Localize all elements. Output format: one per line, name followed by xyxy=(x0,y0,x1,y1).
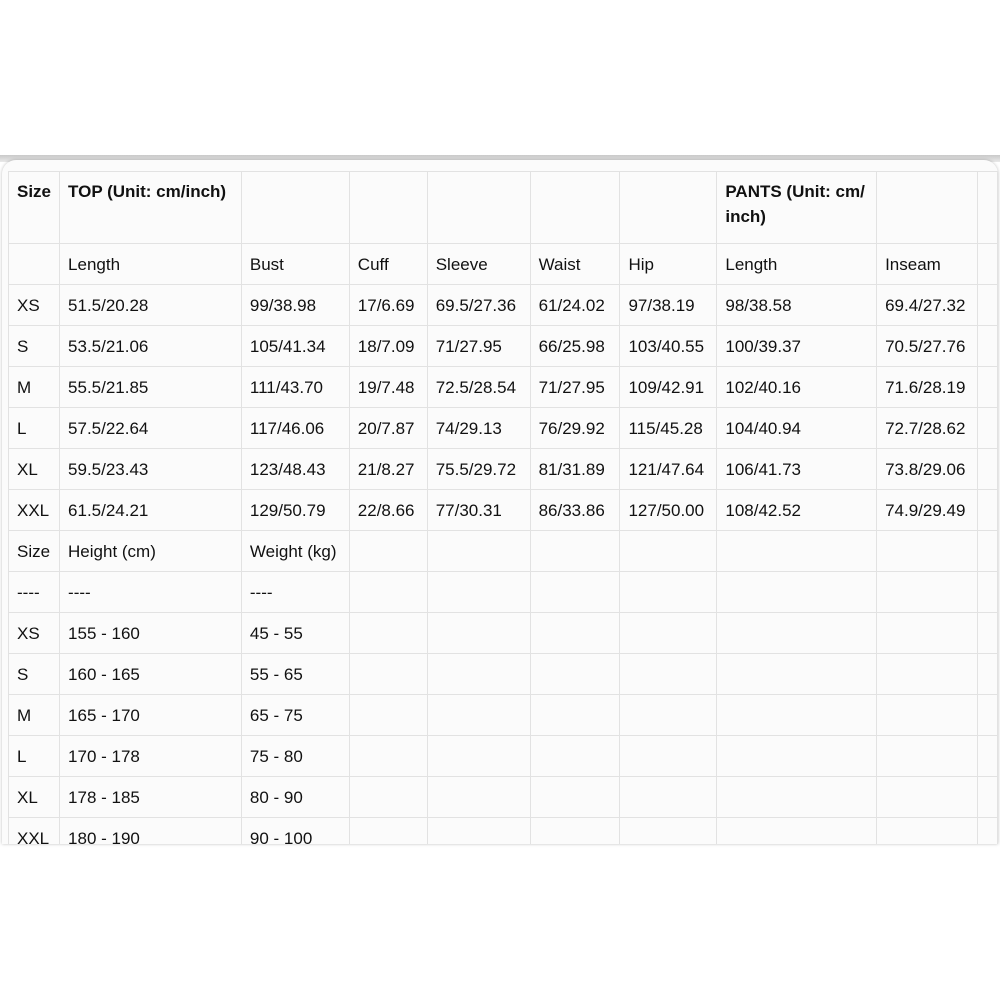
table-cell: 55.5/21.85 xyxy=(60,367,242,408)
size-cell: XL xyxy=(9,449,60,490)
empty-cell xyxy=(877,818,978,845)
table-cell: 57.5/22.64 xyxy=(60,408,242,449)
size-cell: L xyxy=(9,408,60,449)
fit-row xyxy=(9,613,998,654)
empty-cell xyxy=(620,777,717,818)
table-cell: 160 - 165 xyxy=(60,654,242,695)
fit-row xyxy=(9,695,998,736)
table-cell: 61/24.02 xyxy=(530,285,620,326)
empty-cell xyxy=(977,736,997,777)
table-cell xyxy=(427,172,530,244)
empty-cell xyxy=(877,736,978,777)
empty-cell xyxy=(977,654,997,695)
column-label: Inseam xyxy=(877,244,978,285)
size-cell: S xyxy=(9,654,60,695)
table-cell: 170 - 178 xyxy=(60,736,242,777)
table-cell: 155 - 160 xyxy=(60,613,242,654)
empty-cell xyxy=(620,818,717,845)
empty-cell xyxy=(530,736,620,777)
table-cell: ---- xyxy=(241,572,349,613)
empty-cell xyxy=(877,777,978,818)
column-label: Cuff xyxy=(349,244,427,285)
table-cell: ---- xyxy=(60,572,242,613)
size-chart-body xyxy=(9,172,998,845)
empty-cell xyxy=(977,613,997,654)
empty-cell xyxy=(349,818,427,845)
empty-cell xyxy=(717,695,877,736)
table-cell: 59.5/23.43 xyxy=(60,449,242,490)
empty-cell xyxy=(427,531,530,572)
table-cell: 73.8/29.06 xyxy=(877,449,978,490)
column-label: Waist xyxy=(530,244,620,285)
empty-cell xyxy=(620,736,717,777)
table-cell: 123/48.43 xyxy=(241,449,349,490)
table-cell: 80 - 90 xyxy=(241,777,349,818)
empty-cell xyxy=(427,777,530,818)
size-cell: XL xyxy=(9,777,60,818)
empty-cell xyxy=(530,654,620,695)
empty-cell xyxy=(877,654,978,695)
table-cell: 165 - 170 xyxy=(60,695,242,736)
size-cell: L xyxy=(9,736,60,777)
column-label: Sleeve xyxy=(427,244,530,285)
table-cell xyxy=(241,172,349,244)
empty-cell xyxy=(530,531,620,572)
empty-cell xyxy=(877,695,978,736)
table-cell: 103/40.55 xyxy=(620,326,717,367)
fit-separator-row xyxy=(9,572,998,613)
table-cell: 70.5/27.76 xyxy=(877,326,978,367)
table-cell: 72.7/28.62 xyxy=(877,408,978,449)
table-cell: 127/50.00 xyxy=(620,490,717,531)
fit-row xyxy=(9,777,998,818)
empty-cell xyxy=(977,367,997,408)
size-measure-row xyxy=(9,449,998,490)
empty-cell xyxy=(977,449,997,490)
empty-cell xyxy=(349,736,427,777)
table-cell: 97/38.19 xyxy=(620,285,717,326)
empty-cell xyxy=(530,818,620,845)
empty-cell xyxy=(877,531,978,572)
size-chart-table xyxy=(8,171,998,844)
size-cell: XS xyxy=(9,613,60,654)
empty-cell xyxy=(349,654,427,695)
empty-cell xyxy=(620,613,717,654)
empty-cell xyxy=(530,613,620,654)
table-cell: 86/33.86 xyxy=(530,490,620,531)
table-cell: 74/29.13 xyxy=(427,408,530,449)
table-cell: 74.9/29.49 xyxy=(877,490,978,531)
table-cell: Weight (kg) xyxy=(241,531,349,572)
empty-cell xyxy=(349,613,427,654)
size-cell: S xyxy=(9,326,60,367)
table-cell: 71.6/28.19 xyxy=(877,367,978,408)
table-cell: 61.5/24.21 xyxy=(60,490,242,531)
size-cell: XS xyxy=(9,285,60,326)
empty-cell xyxy=(620,654,717,695)
empty-cell xyxy=(977,572,997,613)
size-cell: XXL xyxy=(9,490,60,531)
top-section-header: TOP (Unit: cm/inch) xyxy=(60,172,242,244)
table-cell: 55 - 65 xyxy=(241,654,349,695)
empty-cell xyxy=(620,531,717,572)
table-cell: 18/7.09 xyxy=(349,326,427,367)
size-measure-row xyxy=(9,408,998,449)
empty-cell xyxy=(620,572,717,613)
pants-section-header: PANTS (Unit: cm/ inch) xyxy=(717,172,877,244)
empty-cell xyxy=(877,572,978,613)
table-cell: 75 - 80 xyxy=(241,736,349,777)
empty-cell xyxy=(877,613,978,654)
table-cell: 108/42.52 xyxy=(717,490,877,531)
size-measure-row xyxy=(9,367,998,408)
table-cell: 51.5/20.28 xyxy=(60,285,242,326)
column-label: Hip xyxy=(620,244,717,285)
size-cell: ---- xyxy=(9,572,60,613)
size-cell: M xyxy=(9,695,60,736)
fit-header-row xyxy=(9,531,998,572)
table-cell: 53.5/21.06 xyxy=(60,326,242,367)
table-cell: 71/27.95 xyxy=(427,326,530,367)
table-cell: Height (cm) xyxy=(60,531,242,572)
empty-cell xyxy=(977,818,997,845)
size-measure-row xyxy=(9,490,998,531)
table-cell: 81/31.89 xyxy=(530,449,620,490)
size-cell: M xyxy=(9,367,60,408)
empty-cell xyxy=(427,695,530,736)
empty-cell xyxy=(977,408,997,449)
size-cell: Size xyxy=(9,531,60,572)
table-cell: 121/47.64 xyxy=(620,449,717,490)
table-cell: 104/40.94 xyxy=(717,408,877,449)
table-cell: 19/7.48 xyxy=(349,367,427,408)
table-cell xyxy=(349,172,427,244)
empty-cell xyxy=(427,736,530,777)
table-cell xyxy=(9,244,60,285)
empty-cell xyxy=(427,654,530,695)
empty-cell xyxy=(427,818,530,845)
table-cell: 21/8.27 xyxy=(349,449,427,490)
empty-cell xyxy=(977,285,997,326)
fit-row xyxy=(9,818,998,845)
table-cell xyxy=(977,172,997,244)
table-cell: 111/43.70 xyxy=(241,367,349,408)
table-cell: 129/50.79 xyxy=(241,490,349,531)
table-cell: 17/6.69 xyxy=(349,285,427,326)
empty-cell xyxy=(717,818,877,845)
table-cell: 99/38.98 xyxy=(241,285,349,326)
table-cell: 100/39.37 xyxy=(717,326,877,367)
table-cell: 66/25.98 xyxy=(530,326,620,367)
table-cell: 72.5/28.54 xyxy=(427,367,530,408)
table-cell: 71/27.95 xyxy=(530,367,620,408)
empty-cell xyxy=(530,572,620,613)
size-header: Size xyxy=(9,172,60,244)
table-cell: 65 - 75 xyxy=(241,695,349,736)
table-cell: 75.5/29.72 xyxy=(427,449,530,490)
table-cell: 77/30.31 xyxy=(427,490,530,531)
table-cell: 109/42.91 xyxy=(620,367,717,408)
empty-cell xyxy=(530,777,620,818)
empty-cell xyxy=(977,695,997,736)
table-cell xyxy=(877,172,978,244)
empty-cell xyxy=(349,695,427,736)
table-cell xyxy=(530,172,620,244)
empty-cell xyxy=(717,654,877,695)
table-cell: 178 - 185 xyxy=(60,777,242,818)
empty-cell xyxy=(349,777,427,818)
table-cell: 69.5/27.36 xyxy=(427,285,530,326)
table-cell: 45 - 55 xyxy=(241,613,349,654)
table-cell: 106/41.73 xyxy=(717,449,877,490)
table-cell: 20/7.87 xyxy=(349,408,427,449)
empty-cell xyxy=(427,572,530,613)
table-header-row xyxy=(9,172,998,244)
empty-cell xyxy=(977,777,997,818)
empty-cell xyxy=(620,695,717,736)
column-label: Bust xyxy=(241,244,349,285)
empty-cell xyxy=(530,695,620,736)
empty-cell xyxy=(717,572,877,613)
table-cell xyxy=(977,244,997,285)
column-label-row xyxy=(9,244,998,285)
empty-cell xyxy=(977,490,997,531)
table-cell: 117/46.06 xyxy=(241,408,349,449)
size-measure-row xyxy=(9,326,998,367)
fit-row xyxy=(9,654,998,695)
size-chart-card xyxy=(2,160,998,844)
table-cell: 115/45.28 xyxy=(620,408,717,449)
empty-cell xyxy=(717,531,877,572)
empty-cell xyxy=(427,613,530,654)
table-cell: 90 - 100 xyxy=(241,818,349,845)
table-cell xyxy=(620,172,717,244)
table-cell: 76/29.92 xyxy=(530,408,620,449)
size-cell: XXL xyxy=(9,818,60,845)
table-cell: 69.4/27.32 xyxy=(877,285,978,326)
table-cell: 180 - 190 xyxy=(60,818,242,845)
empty-cell xyxy=(349,531,427,572)
empty-cell xyxy=(717,777,877,818)
empty-cell xyxy=(717,736,877,777)
size-measure-row xyxy=(9,285,998,326)
empty-cell xyxy=(349,572,427,613)
table-cell: 102/40.16 xyxy=(717,367,877,408)
empty-cell xyxy=(977,531,997,572)
table-cell: 105/41.34 xyxy=(241,326,349,367)
fit-row xyxy=(9,736,998,777)
empty-cell xyxy=(977,326,997,367)
column-label: Length xyxy=(717,244,877,285)
empty-cell xyxy=(717,613,877,654)
table-cell: 98/38.58 xyxy=(717,285,877,326)
table-cell: 22/8.66 xyxy=(349,490,427,531)
column-label: Length xyxy=(60,244,242,285)
